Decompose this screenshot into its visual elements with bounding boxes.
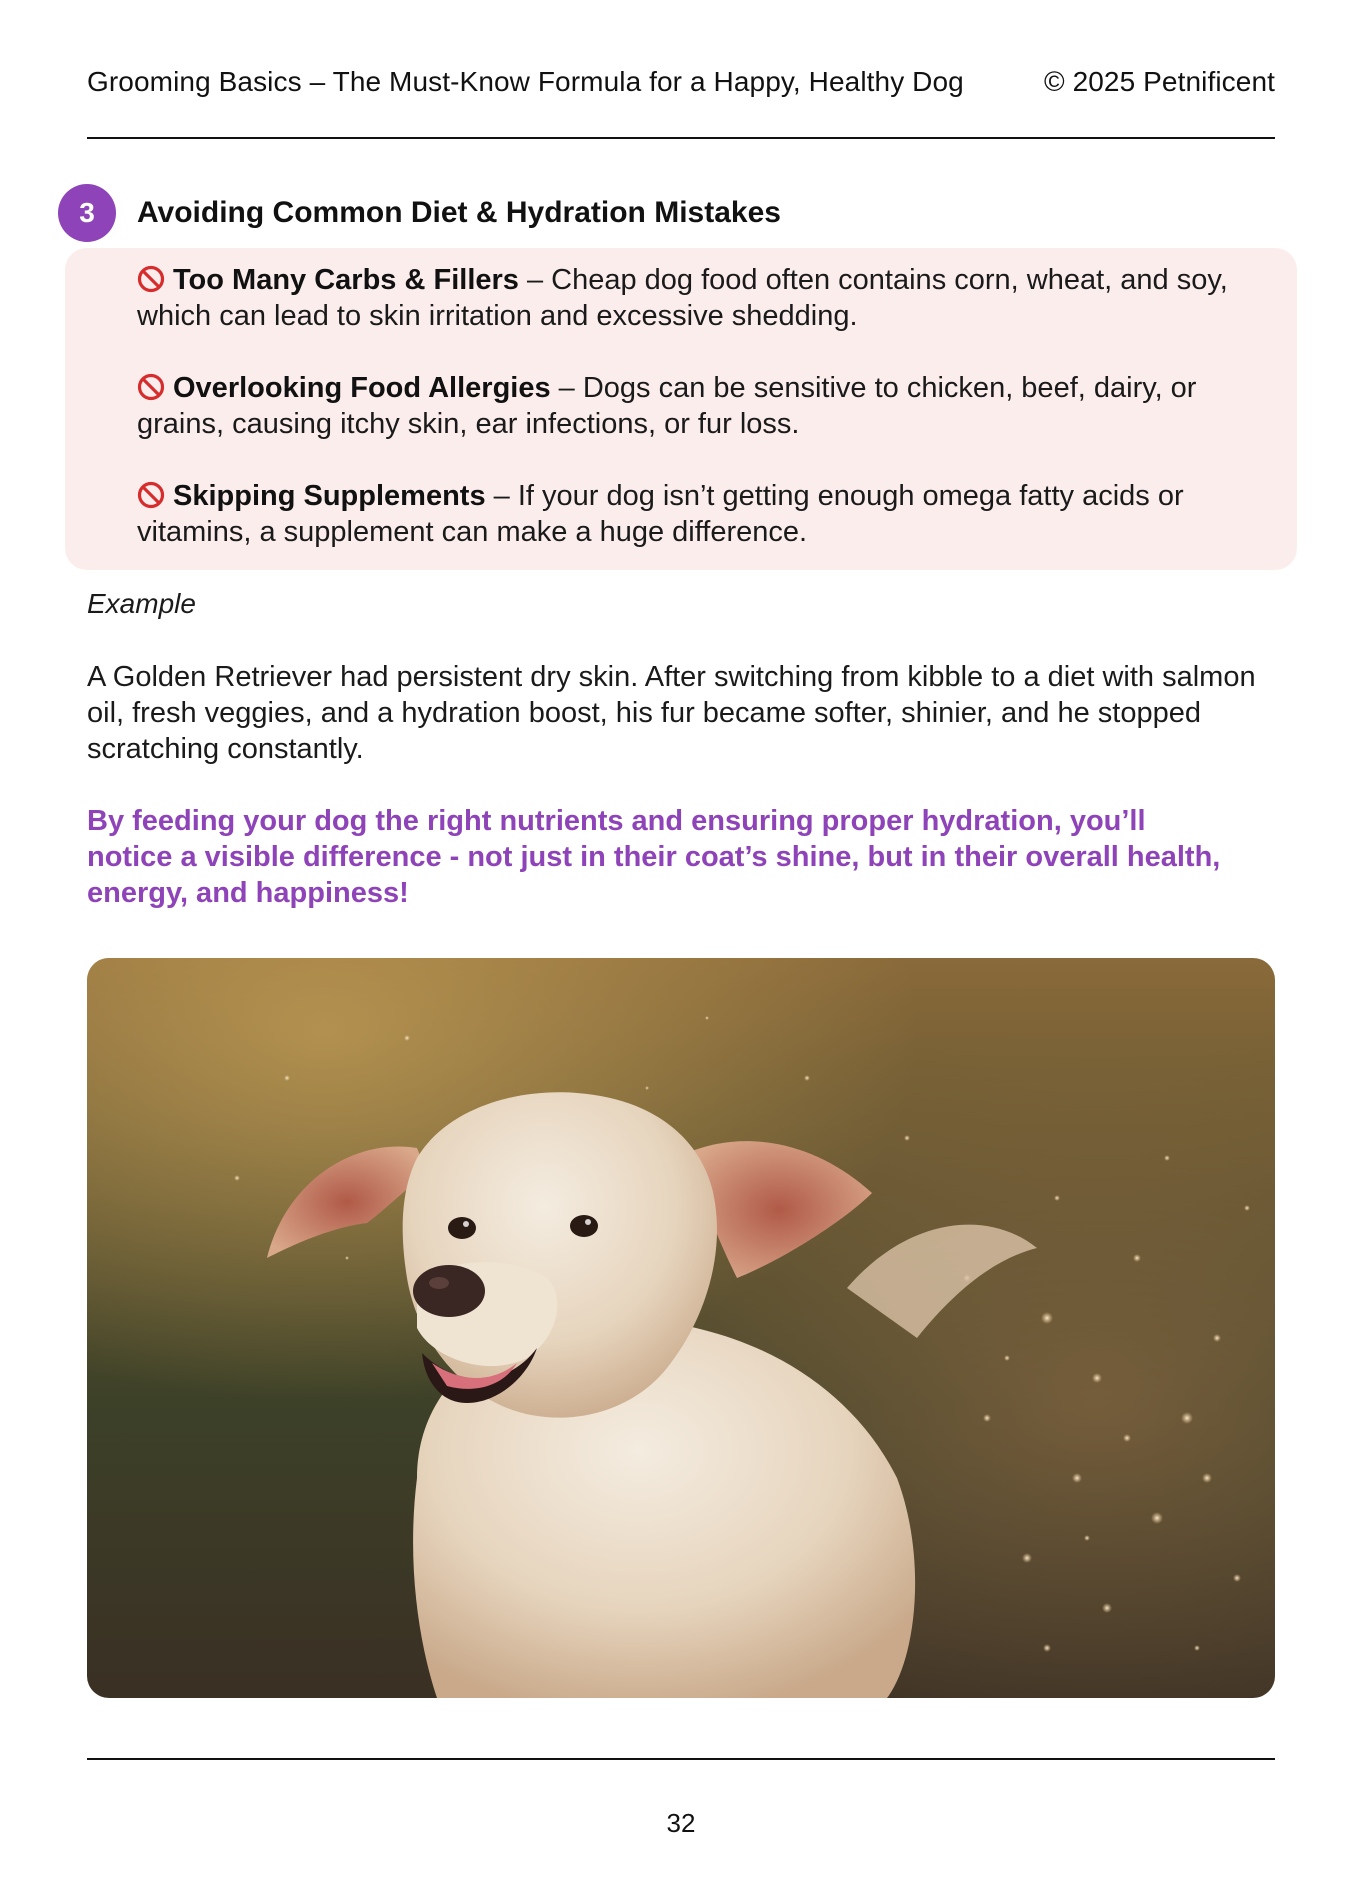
mistake-title: Skipping Supplements xyxy=(173,480,486,512)
no-entry-icon xyxy=(137,481,165,509)
mistake-text: – If your dog isn’t getting enough omega fatty acids or vitamins, a supplement can make a huge difference. xyxy=(137,480,1184,548)
mistake-text: – Dogs can be sensitive to chicken, beef, dairy, or grains, causing itchy skin, ear infections, or fur loss. xyxy=(137,372,1197,440)
header-title: Grooming Basics – The Must-Know Formula for a Happy, Healthy Dog xyxy=(87,66,964,97)
page-number: 32 xyxy=(666,1808,696,1838)
mistake-item xyxy=(137,370,1277,442)
mistake-title: Overlooking Food Allergies xyxy=(173,372,551,404)
mistake-item xyxy=(137,478,1277,550)
mistake-text: – Cheap dog food often contains corn, wheat, and soy, which can lead to skin irritation and excessive shedding. xyxy=(137,264,1228,332)
page-header xyxy=(87,62,1275,102)
section-number-badge: 3 xyxy=(58,184,116,242)
mistakes-callout xyxy=(65,248,1297,570)
section-title: Avoiding Common Diet & Hydration Mistakes xyxy=(137,196,781,229)
header-copyright: © 2025 Petnificent xyxy=(1043,66,1275,97)
mistake-item xyxy=(137,262,1277,334)
dog-photo xyxy=(87,958,1275,1698)
closing-highlight: By feeding your dog the right nutrients and ensuring proper hydration, you’ll notice a visible difference - not just in their coat’s shine, but in their overall health, energy, and happiness! xyxy=(87,805,1221,909)
no-entry-icon xyxy=(137,265,165,293)
section-heading xyxy=(58,184,781,242)
example-paragraph: A Golden Retriever had persistent dry skin. After switching from kibble to a diet with salmon oil, fresh veggies, and a hydration boost, his fur became softer, shinier, and he stopped scratching constantly. xyxy=(87,661,1256,765)
header-divider xyxy=(87,137,1275,139)
footer-divider xyxy=(87,1758,1275,1760)
mistake-title: Too Many Carbs & Fillers xyxy=(173,264,519,296)
example-label: Example xyxy=(87,588,196,619)
no-entry-icon xyxy=(137,373,165,401)
